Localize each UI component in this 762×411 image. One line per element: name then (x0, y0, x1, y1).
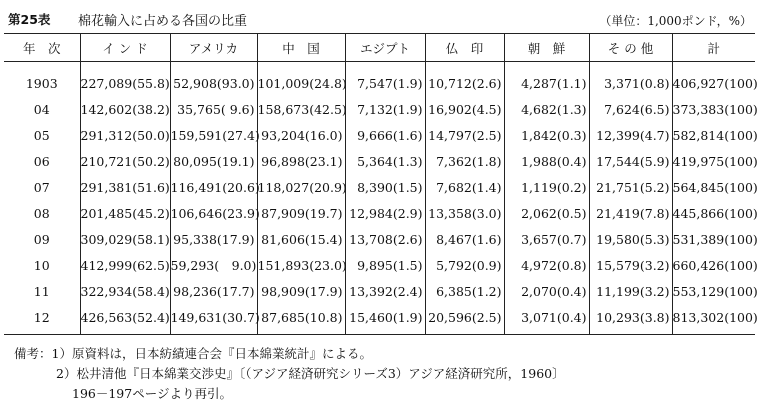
table-row (4, 62, 755, 97)
value-cell: 13,358(3.0) (425, 200, 504, 226)
value-cell: 10,293(3.8) (589, 304, 672, 335)
value-cell: 406,927(100) (672, 62, 755, 97)
value-cell: 291,381(51.6) (80, 174, 170, 200)
year-cell: 05 (33, 127, 50, 143)
value-cell: 564,845(100) (672, 174, 755, 200)
year-cell: 10 (33, 257, 50, 273)
table-row (4, 226, 755, 252)
value-cell: 13,392(2.4) (345, 278, 425, 304)
table-row (4, 148, 755, 174)
value-cell: 10,712(2.6) (425, 62, 504, 97)
year-cell: 07 (33, 179, 50, 195)
year-cell: 08 (33, 205, 50, 221)
header-row (4, 34, 755, 62)
value-cell: 21,751(5.2) (589, 174, 672, 200)
table-title: 棉花輸入に占める各国の比重 (78, 14, 248, 29)
table-body (4, 62, 758, 335)
value-cell: 13,708(2.6) (345, 226, 425, 252)
value-cell: 445,866(100) (672, 200, 755, 226)
value-cell: 5,792(0.9) (425, 252, 504, 278)
value-cell: 87,909(19.7) (257, 200, 345, 226)
value-cell: 151,893(23.0) (257, 252, 345, 278)
value-cell: 98,236(17.7) (170, 278, 257, 304)
value-cell: 52,908(93.0) (170, 62, 257, 97)
value-cell: 373,383(100) (672, 96, 755, 122)
note-line-1: 備考：1）原資料は，日本紡績連合会『日本綿業統計』による。 (14, 346, 372, 361)
value-cell: 2,062(0.5) (504, 200, 589, 226)
value-cell: 6,385(1.2) (425, 278, 504, 304)
value-cell: 15,579(3.2) (589, 252, 672, 278)
value-cell: 96,898(23.1) (257, 148, 345, 174)
table-row (4, 278, 755, 304)
cotton-import-table (4, 33, 758, 335)
value-cell: 21,419(7.8) (589, 200, 672, 226)
year-cell: 06 (33, 153, 50, 169)
value-cell: 158,673(42.5) (257, 96, 345, 122)
value-cell: 813,302(100) (672, 304, 755, 335)
col-header-korea: 朝 鮮 (504, 34, 589, 62)
value-cell: 7,624(6.5) (589, 96, 672, 122)
table-row (4, 304, 755, 335)
value-cell: 3,657(0.7) (504, 226, 589, 252)
value-cell: 7,132(1.9) (345, 96, 425, 122)
value-cell: 419,975(100) (672, 148, 755, 174)
table-row (4, 174, 755, 200)
year-cell: 12 (4, 304, 80, 335)
value-cell: 98,909(17.9) (257, 278, 345, 304)
col-header-america: アメリカ (170, 34, 257, 62)
table-row (4, 122, 755, 148)
value-cell: 101,009(24.8) (257, 62, 345, 97)
notes (14, 344, 565, 404)
col-header-china: 中 国 (257, 34, 345, 62)
col-header-year: 年 次 (4, 34, 80, 62)
value-cell: 87,685(10.8) (257, 304, 345, 335)
value-cell: 81,606(15.4) (257, 226, 345, 252)
value-cell: 11,199(3.2) (589, 278, 672, 304)
value-cell: 4,682(1.3) (504, 96, 589, 122)
note-line-2: 2）松井清他『日本綿業交渉史』〔（アジア経済研究シリーズ3）アジア経済研究所，1960〕 (56, 366, 565, 381)
value-cell: 19,580(5.3) (589, 226, 672, 252)
value-cell: 16,902(4.5) (425, 96, 504, 122)
year-cell: 11 (33, 283, 50, 299)
note-line-3: 196－197ページより再引。 (72, 386, 232, 401)
table-row (4, 252, 755, 278)
value-cell: 2,070(0.4) (504, 278, 589, 304)
value-cell: 660,426(100) (672, 252, 755, 278)
year-cell: 1903 (25, 75, 58, 91)
value-cell: 3,071(0.4) (504, 304, 589, 335)
value-cell: 14,797(2.5) (425, 122, 504, 148)
value-cell: 8,390(1.5) (345, 174, 425, 200)
col-header-egypt: エジプト (345, 34, 425, 62)
value-cell: 553,129(100) (672, 278, 755, 304)
value-cell: 12,399(4.7) (589, 122, 672, 148)
value-cell: 12,984(2.9) (345, 200, 425, 226)
value-cell: 1,988(0.4) (504, 148, 589, 174)
value-cell: 9,666(1.6) (345, 122, 425, 148)
col-header-others: そ の 他 (589, 34, 672, 62)
value-cell: 582,814(100) (672, 122, 755, 148)
value-cell: 118,027(20.9) (257, 174, 345, 200)
value-cell: 4,972(0.8) (504, 252, 589, 278)
value-cell: 322,934(58.4) (80, 278, 170, 304)
title-row (8, 8, 754, 30)
value-cell: 80,095(19.1) (170, 148, 257, 174)
table-number: 第25表 (8, 12, 51, 27)
year-cell: 09 (33, 231, 50, 247)
value-cell: 8,467(1.6) (425, 226, 504, 252)
value-cell: 291,312(50.0) (80, 122, 170, 148)
value-cell: 35,765( 9.6) (170, 96, 257, 122)
value-cell: 159,591(27.4) (170, 122, 257, 148)
value-cell: 1,842(0.3) (504, 122, 589, 148)
value-cell: 149,631(30.7) (170, 304, 257, 335)
value-cell: 20,596(2.5) (425, 304, 504, 335)
value-cell: 4,287(1.1) (504, 62, 589, 97)
value-cell: 5,364(1.3) (345, 148, 425, 174)
value-cell: 59,293( 9.0) (170, 252, 257, 278)
value-cell: 227,089(55.8) (80, 62, 170, 97)
value-cell: 7,547(1.9) (345, 62, 425, 97)
value-cell: 9,895(1.5) (345, 252, 425, 278)
unit-label: （単位：1,000ポンド，%） (599, 14, 752, 28)
value-cell: 531,389(100) (672, 226, 755, 252)
value-cell: 412,999(62.5) (80, 252, 170, 278)
value-cell: 210,721(50.2) (80, 148, 170, 174)
value-cell: 116,491(20.6) (170, 174, 257, 200)
value-cell: 106,646(23.9) (170, 200, 257, 226)
col-header-india: イ ン ド (80, 34, 170, 62)
year-cell: 04 (33, 101, 50, 117)
value-cell: 17,544(5.9) (589, 148, 672, 174)
value-cell: 201,485(45.2) (80, 200, 170, 226)
table-row (4, 200, 755, 226)
value-cell: 142,602(38.2) (80, 96, 170, 122)
value-cell: 95,338(17.9) (170, 226, 257, 252)
col-header-indochina: 仏 印 (425, 34, 504, 62)
value-cell: 15,460(1.9) (345, 304, 425, 335)
value-cell: 7,362(1.8) (425, 148, 504, 174)
value-cell: 1,119(0.2) (504, 174, 589, 200)
value-cell: 309,029(58.1) (80, 226, 170, 252)
value-cell: 3,371(0.8) (589, 62, 672, 97)
col-header-total: 計 (672, 34, 755, 62)
table-row (4, 96, 755, 122)
value-cell: 93,204(16.0) (257, 122, 345, 148)
value-cell: 426,563(52.4) (80, 304, 170, 335)
value-cell: 7,682(1.4) (425, 174, 504, 200)
